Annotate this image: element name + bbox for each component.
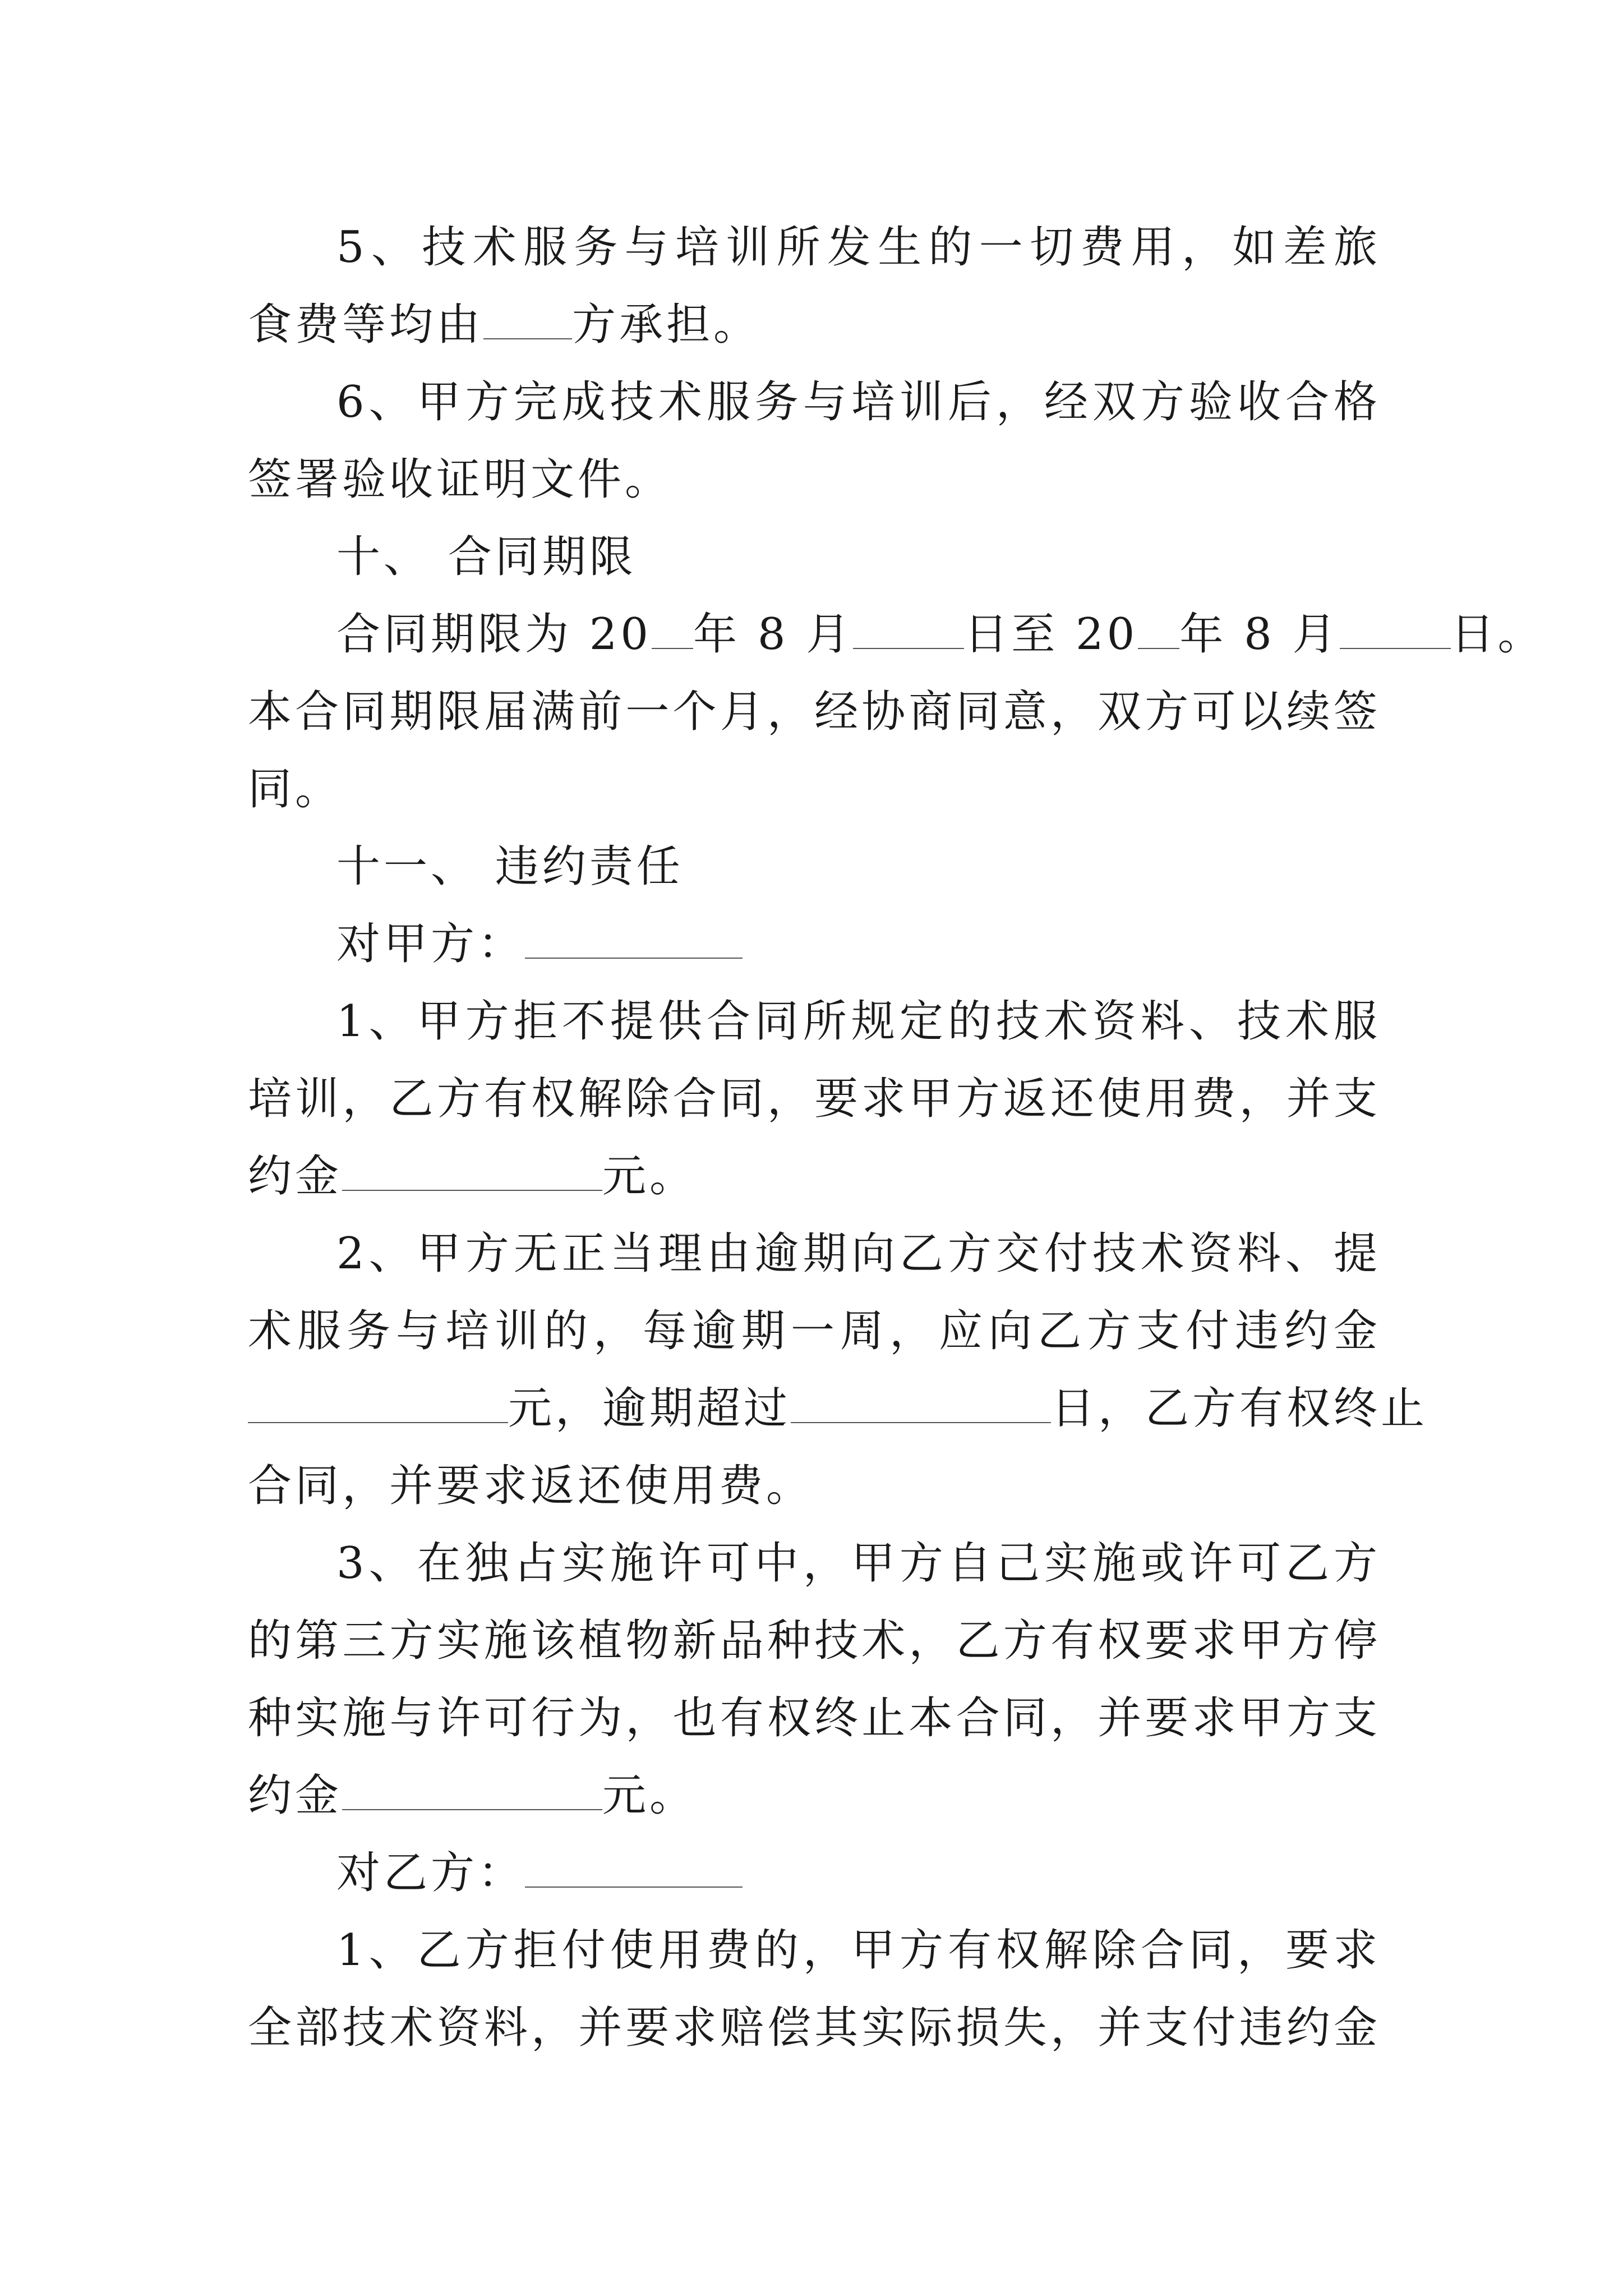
document-page <box>248 209 1545 2067</box>
clause-5-text-b: 方承担。 <box>572 300 761 350</box>
section-10-heading: 十、 合同期限 <box>336 532 637 582</box>
party-b-label: 对乙方： <box>336 1848 525 1898</box>
fill-blank <box>1340 610 1451 649</box>
clause-5-text-a: 食费等均由 <box>248 300 484 350</box>
fill-blank <box>853 610 964 649</box>
breach-a3-line-1: 3、在独占实施许可中，甲方自己实施或许可乙方 <box>336 1538 1381 1589</box>
fill-blank <box>483 300 572 339</box>
clause-6-line-1: 6、甲方完成技术服务与培训后，经双方验收合格 <box>336 377 1381 427</box>
term-line-2: 本合同期限届满前一个月，经协商同意，双方可以续签 <box>248 687 1381 737</box>
fill-blank <box>1138 610 1179 649</box>
breach-a3-line-3: 种实施与许可行为，也有权终止本合同，并要求甲方支 <box>248 1693 1381 1743</box>
party-a-label: 对甲方： <box>336 919 525 969</box>
party-a-line <box>248 905 1381 983</box>
term-text-d: 年 8 月 <box>1179 609 1340 660</box>
breach-a2-text-a: 元，逾期超过 <box>508 1383 791 1434</box>
fill-blank <box>342 1771 602 1810</box>
term-line-3: 同。 <box>248 764 343 815</box>
breach-a3-text-a: 约金 <box>248 1770 343 1821</box>
clause-6-line-2: 签署验收证明文件。 <box>248 454 672 505</box>
breach-a2-text-b: 日，乙方有权终止 <box>1051 1383 1428 1434</box>
breach-a2-line-2: 术服务与培训的，每逾期一周，应向乙方支付违约金 <box>248 1306 1381 1356</box>
breach-a3-line-2: 的第三方实施该植物新品种技术，乙方有权要求甲方停 <box>248 1616 1381 1666</box>
clause-5-line-2 <box>248 286 1381 364</box>
breach-a3-text-b: 元。 <box>602 1770 697 1821</box>
clause-5-line-1: 5、技术服务与培训所发生的一切费用，如差旅 <box>336 222 1381 273</box>
fill-blank <box>525 1848 743 1888</box>
breach-a1-line-1: 1、甲方拒不提供合同所规定的技术资料、技术服 <box>336 996 1381 1047</box>
breach-a1-text-b: 元。 <box>602 1151 697 1202</box>
fill-blank <box>791 1384 1051 1423</box>
breach-a2-line-3 <box>248 1370 1428 1447</box>
term-text-b: 年 8 月 <box>693 609 854 660</box>
section-11-heading: 十一、 违约责任 <box>336 841 684 892</box>
fill-blank <box>652 610 693 649</box>
fill-blank <box>525 919 743 959</box>
breach-a1-text-a: 约金 <box>248 1151 343 1202</box>
breach-a2-line-1: 2、甲方无正当理由逾期向乙方交付技术资料、提 <box>336 1228 1381 1279</box>
breach-a1-line-2: 培训，乙方有权解除合同，要求甲方返还使用费，并支 <box>248 1074 1381 1124</box>
fill-blank <box>248 1384 508 1423</box>
breach-a3-line-4 <box>248 1757 1381 1834</box>
breach-b1-line-1: 1、乙方拒付使用费的，甲方有权解除合同，要求 <box>336 1925 1381 1976</box>
breach-b1-line-2: 全部技术资料，并要求赔偿其实际损失，并支付违约金 <box>248 2003 1381 2053</box>
term-text-a: 合同期限为 20 <box>336 609 652 660</box>
term-line-1 <box>248 596 1545 673</box>
fill-blank <box>342 1152 602 1191</box>
term-text-e: 日。 <box>1450 609 1545 660</box>
breach-a1-line-3 <box>248 1138 1381 1215</box>
breach-a2-line-4: 合同，并要求返还使用费。 <box>248 1461 814 1511</box>
party-b-line <box>248 1834 1381 1912</box>
term-text-c: 日至 20 <box>964 609 1138 660</box>
